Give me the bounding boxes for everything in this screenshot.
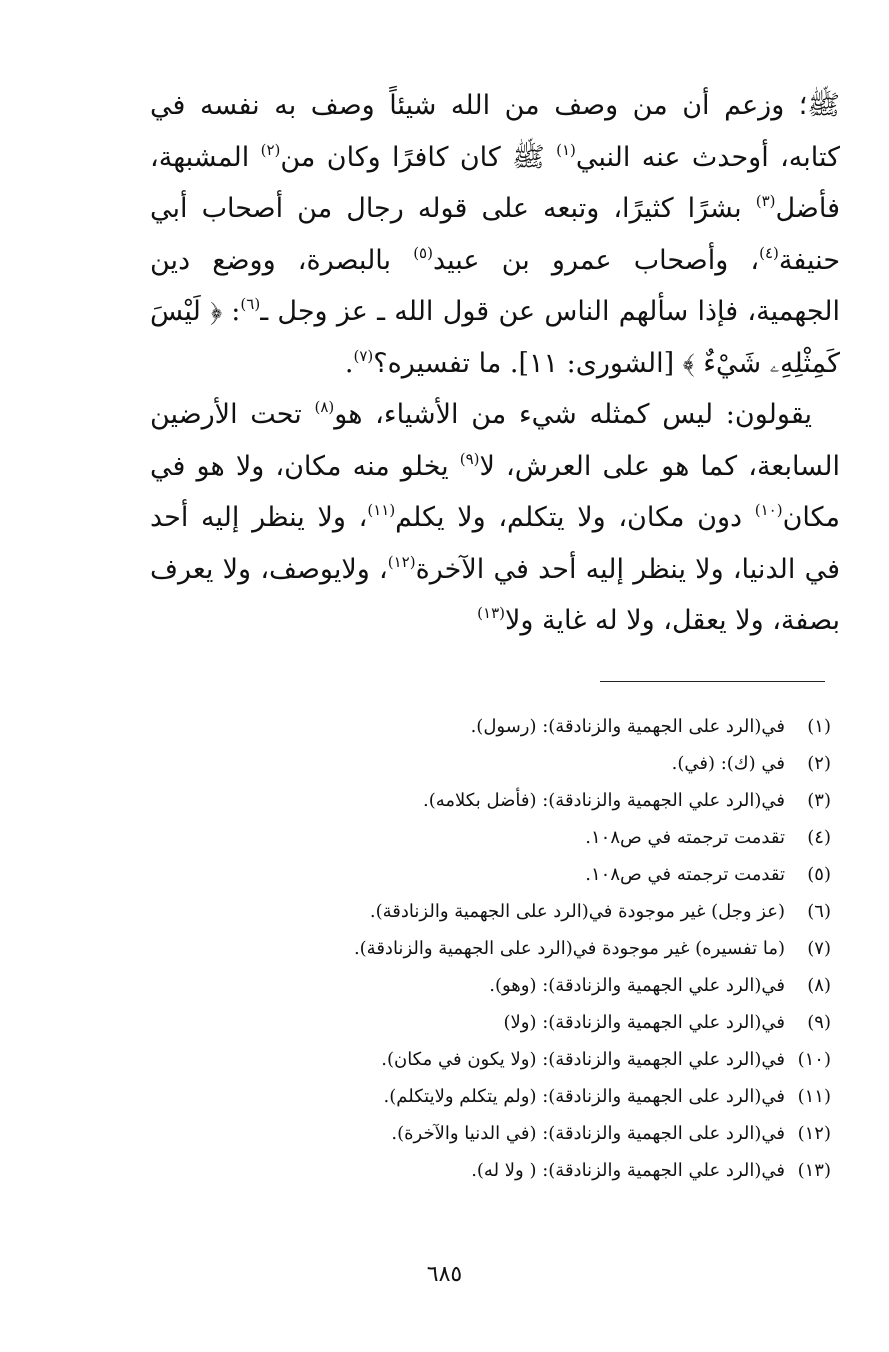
- text-segment: ﷺ؛ وزعم أن من وصف من الله شيئاً وصف به نفسه في كتابه، أوحدث عنه النبي: [150, 90, 840, 173]
- footnote-ref: (٦): [240, 295, 261, 313]
- footnote-item: [300, 782, 831, 819]
- footnote-number: (١٣): [797, 1160, 831, 1181]
- footnote-number: (٢): [807, 753, 831, 774]
- footnote-number: (٣): [807, 790, 831, 811]
- footnote-number: (٧): [807, 938, 831, 959]
- footnote-item: [300, 930, 831, 967]
- footnote-ref: (١٠): [754, 501, 783, 519]
- footnote-ref: (٥): [413, 243, 433, 262]
- footnote-text: (عز وجل) غير موجودة في(الرد على الجهمية والزنادقة).: [369, 901, 785, 922]
- footnote-text: تقدمت ترجمته في ص١٠٨.: [585, 827, 785, 848]
- main-text: [150, 80, 840, 647]
- footnote-ref: (٩): [459, 449, 480, 468]
- footnote-number: (١١): [797, 1086, 831, 1107]
- footnote-text: (ما تفسيره) غير موجودة في(الرد على الجهمية والزنادقة).: [353, 938, 785, 959]
- text-segment: المشبهة، فأضل: [150, 141, 840, 224]
- footnote-ref: (٣): [755, 192, 776, 210]
- footnote-item: [300, 1004, 831, 1041]
- footnote-number: (٨): [807, 975, 831, 996]
- footnote-ref: (١١): [367, 501, 396, 519]
- footnote-ref: (١٢): [387, 552, 416, 571]
- footnote-number: (٩): [807, 1012, 831, 1033]
- footnote-item: [300, 1041, 831, 1078]
- footnote-text: في (ك): (في).: [671, 753, 785, 774]
- footnote-item: [300, 1078, 831, 1115]
- footnote-ref: (٢): [260, 140, 281, 159]
- footnote-item: [300, 819, 831, 856]
- footnote-text: في(الرد على الجهمية والزنادقة): (رسول).: [470, 716, 785, 737]
- text-segment: يخلو منه مكان، ولا هو في مكان: [150, 450, 841, 533]
- footnote-ref: (٨): [314, 398, 335, 416]
- footnote-text: في(الرد على الجهمية والزنادقة): (ولم يتكلم ولايتكلم).: [383, 1086, 785, 1107]
- footnote-item: [300, 893, 831, 930]
- footnote-number: (١): [807, 716, 831, 737]
- text-segment: .: [344, 347, 354, 379]
- text-segment: دون مكان، ولا يتكلم، ولا يكلم: [395, 502, 755, 533]
- footnote-item: [300, 1115, 831, 1152]
- footnote-item: [300, 1152, 831, 1189]
- footnote-text: تقدمت ترجمته في ص١٠٨.: [585, 864, 785, 885]
- text-segment: : ﴿ لَيْسَ كَمِثْلِهِۦ شَيْءٌ ﴾ [الشورى: ١١]. ما تفسيره؟: [150, 296, 840, 379]
- footnote-item: [300, 745, 831, 782]
- text-segment: ، ولا ينظر إليه أحد في الدنيا، ولا ينظر إليه أحد في الآخرة: [150, 502, 840, 585]
- footnote-ref: (١٣): [477, 604, 506, 622]
- footnote-number: (١٠): [797, 1049, 831, 1070]
- footnote-item: [300, 708, 831, 745]
- text-segment: تحت الأرضين السابعة، كما هو على العرش، لا: [150, 399, 840, 482]
- footnote-number: (٦): [807, 901, 831, 922]
- text-segment: ، وأصحاب عمرو بن عبيد: [432, 244, 760, 276]
- footnote-text: في(الرد علي الجهمية والزنادقة): (فأضل بكلامه).: [423, 790, 785, 811]
- text-segment: بالبصرة، ووضع دين الجهمية، فإذا سألهم الناس عن قول الله ـ عز وجل ـ: [150, 244, 840, 327]
- footnote-item: [300, 856, 831, 893]
- footnote-text: في(الرد على الجهمية والزنادقة): (في الدنيا والآخرة).: [391, 1123, 785, 1144]
- footnote-ref: (٧): [353, 346, 374, 365]
- footnote-number: (٤): [807, 827, 831, 848]
- footnote-item: [300, 967, 831, 1004]
- footnote-text: في(الرد علي الجهمية والزنادقة): (ولا): [503, 1012, 785, 1033]
- footnotes-list: [300, 708, 831, 1189]
- body-paragraph: [150, 80, 840, 389]
- footnote-ref: (١): [556, 140, 576, 159]
- body-paragraph: [150, 389, 840, 647]
- text-segment: ﷺ كان كافرًا وكان من: [280, 141, 557, 173]
- page-number: ٦٨٥: [426, 1262, 463, 1287]
- footnote-number: (١٢): [797, 1123, 831, 1144]
- footnote-number: (٥): [807, 864, 831, 885]
- footnote-text: في(الرد علي الجهمية والزنادقة): ( ولا له).: [471, 1160, 785, 1181]
- text-segment: ، ولايوصف، ولا يعرف بصفة، ولا يعقل، ولا له غاية ولا: [150, 553, 840, 636]
- text-segment: بشرًا كثيرًا، وتبعه على قوله رجال من أصحاب أبي حنيفة: [150, 193, 841, 276]
- footnote-separator: [600, 681, 825, 682]
- text-segment: يقولون: ليس كمثله شيء من الأشياء، هو: [334, 399, 813, 430]
- footnote-text: في(الرد علي الجهمية والزنادقة): (ولا يكون في مكان).: [381, 1049, 785, 1070]
- footnote-ref: (٤): [759, 243, 779, 262]
- footnote-text: في(الرد علي الجهمية والزنادقة): (وهو).: [489, 975, 785, 996]
